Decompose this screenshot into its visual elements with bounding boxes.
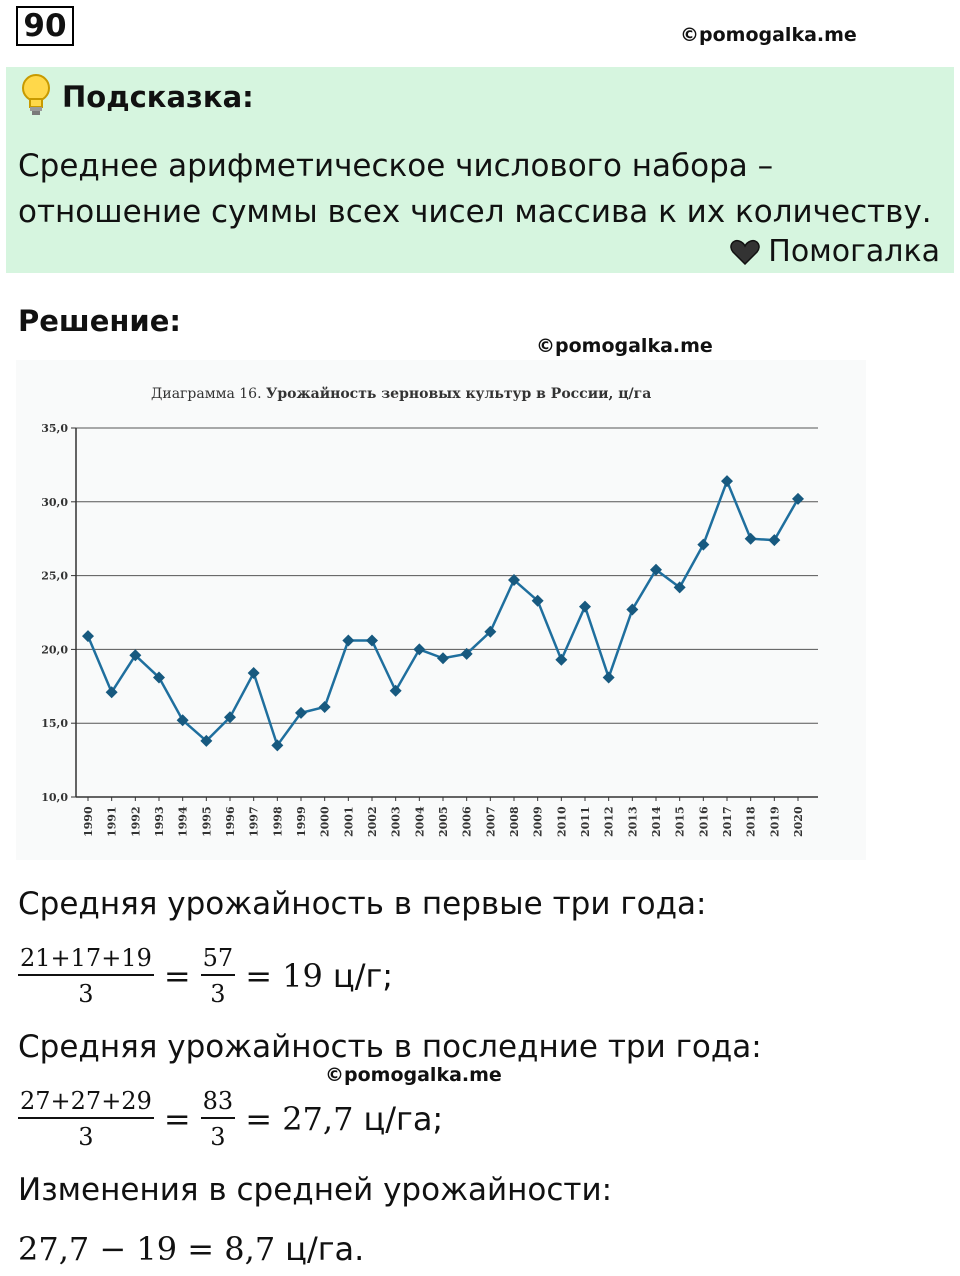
unit: ц/га; (363, 1100, 444, 1138)
x-tick-label: 2011 (579, 806, 592, 837)
x-tick-label: 2018 (744, 806, 758, 837)
task-number: 90 (16, 6, 74, 46)
formula-2 (18, 1087, 443, 1151)
result: = 27,7 (245, 1100, 354, 1138)
x-tick-label: 1992 (129, 806, 143, 837)
equals: = (163, 957, 191, 995)
formula-1 (18, 944, 393, 1008)
x-tick-label: 2007 (484, 806, 498, 837)
numerator: 27+27+29 (18, 1087, 154, 1119)
data-point (437, 652, 449, 664)
x-tick-label: 2005 (437, 806, 450, 837)
x-tick-label: 2019 (768, 806, 782, 837)
x-tick-label: 2004 (413, 806, 427, 837)
y-tick-label: 25,0 (41, 569, 68, 583)
data-point (697, 539, 709, 551)
solution-title: Решение: (18, 304, 182, 338)
chart-title (151, 385, 651, 402)
x-tick-label: 2012 (602, 806, 616, 837)
x-tick-label: 1996 (224, 806, 237, 837)
x-tick-label: 1991 (105, 806, 119, 837)
x-tick-label: 1994 (176, 806, 190, 837)
data-point (603, 671, 615, 683)
x-tick-label: 2020 (792, 806, 805, 837)
numerator: 57 (201, 944, 236, 976)
x-tick-label: 2008 (508, 806, 521, 837)
solution-line-2: Средняя урожайность в последние три года: (18, 1029, 762, 1065)
numerator: 21+17+19 (18, 944, 154, 976)
chart (16, 360, 866, 860)
x-tick-label: 2015 (673, 806, 687, 837)
data-point (745, 533, 757, 545)
x-tick-label: 1999 (295, 806, 308, 837)
data-point (342, 635, 354, 647)
x-tick-label: 2002 (366, 806, 379, 837)
x-tick-label: 2009 (531, 806, 545, 837)
result: = 19 (245, 957, 323, 995)
x-tick-label: 2001 (342, 806, 356, 837)
chart-title-text: Урожайность зерновых культур в России, ц/га (266, 386, 652, 402)
y-tick-label: 35,0 (41, 422, 68, 435)
data-point (248, 667, 260, 679)
unit: ц/га. (285, 1230, 365, 1268)
y-tick-label: 30,0 (41, 495, 68, 509)
unit: ц/г; (332, 957, 394, 995)
x-tick-label: 1993 (153, 806, 166, 837)
y-tick-label: 15,0 (41, 717, 68, 731)
heart-icon (730, 239, 760, 265)
denominator: 3 (78, 1123, 94, 1151)
x-tick-label: 2017 (721, 806, 734, 837)
x-tick-label: 1997 (247, 806, 261, 837)
chart-title-prefix: Диаграмма 16. (151, 386, 266, 402)
data-point (579, 601, 591, 613)
x-tick-label: 2006 (460, 806, 474, 837)
fraction (201, 944, 236, 1008)
x-tick-label: 2016 (697, 806, 711, 837)
watermark: ©pomogalka.me (680, 24, 857, 46)
denominator: 3 (210, 980, 226, 1008)
solution-line-3: Изменения в средней урожайности: (18, 1172, 613, 1208)
expression: 27,7 − 19 = 8,7 (18, 1230, 276, 1268)
watermark: ©pomogalka.me (325, 1064, 502, 1086)
data-point (413, 643, 425, 655)
y-tick-label: 10,0 (41, 791, 68, 804)
x-tick-label: 2000 (318, 806, 332, 837)
denominator: 3 (78, 980, 94, 1008)
data-point (319, 701, 331, 713)
data-point (768, 534, 780, 546)
data-point (82, 630, 94, 642)
x-tick-label: 1990 (82, 806, 95, 837)
brand (730, 234, 940, 269)
lightbulb-icon (18, 72, 54, 118)
data-point (626, 604, 638, 616)
formula-3 (18, 1230, 364, 1268)
x-tick-label: 1995 (200, 806, 214, 837)
series-line (88, 481, 798, 745)
fraction (18, 1087, 154, 1151)
chart-svg (16, 360, 866, 860)
y-tick-label: 20,0 (41, 643, 68, 657)
brand-name: Помогалка (768, 234, 940, 269)
watermark: ©pomogalka.me (536, 335, 713, 357)
denominator: 3 (210, 1123, 226, 1151)
hint-text: Среднее арифметическое числового набора – отношение суммы всех чисел массива к их количеству. (18, 148, 932, 230)
x-tick-label: 2013 (626, 806, 640, 837)
x-tick-label: 2010 (555, 806, 569, 837)
data-point (390, 685, 402, 697)
x-tick-label: 1998 (271, 806, 285, 837)
x-tick-label: 2003 (389, 806, 403, 837)
fraction (18, 944, 154, 1008)
data-point (366, 635, 378, 647)
data-point (792, 493, 804, 505)
numerator: 83 (201, 1087, 236, 1119)
data-point (555, 654, 567, 666)
data-point (721, 475, 733, 487)
equals: = (163, 1100, 191, 1138)
data-point (106, 686, 118, 698)
x-tick-label: 2014 (650, 806, 663, 837)
hint-title: Подсказка: (62, 80, 254, 114)
solution-line-1: Средняя урожайность в первые три года: (18, 886, 707, 922)
fraction (201, 1087, 236, 1151)
